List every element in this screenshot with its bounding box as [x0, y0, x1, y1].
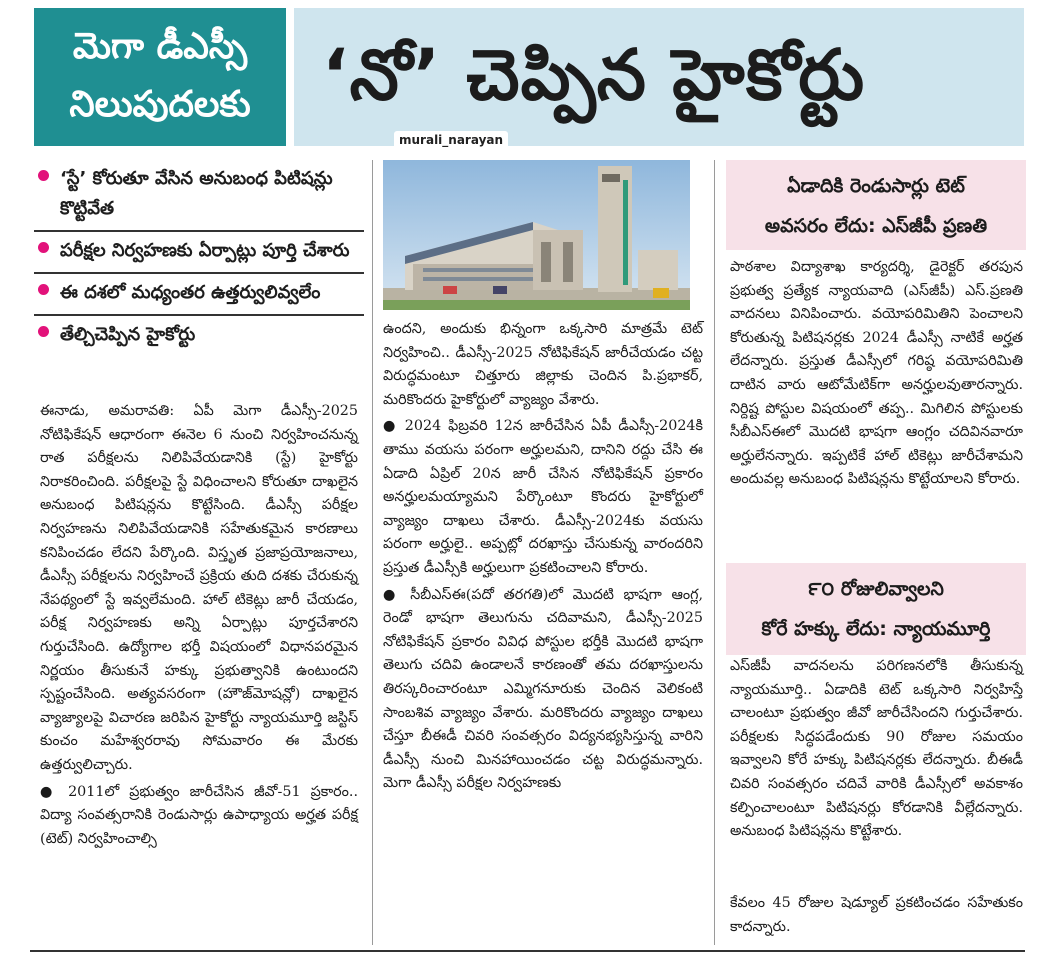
- headline: ‘నో’ చెప్పిన హైకోర్టు: [322, 34, 866, 116]
- sidebar-body-tail: [730, 892, 1023, 942]
- highlight-item: [34, 232, 364, 274]
- bullet-dot-icon: [38, 284, 49, 295]
- high-court-building-photo: [383, 160, 690, 310]
- building-illustration: [383, 160, 690, 310]
- masthead: [0, 0, 1055, 160]
- highlight-text: పరీక్షల నిర్వహణకు ఏర్పాట్లు పూర్తి చేశారు: [60, 240, 350, 261]
- sidebar-body-1: [730, 256, 1023, 495]
- paragraph: ● సీబీఎస్ఈ(పదో తరగతి)లో మొదటి భాషగా ఆంగ్ల, రెండో భాషగా తెలుగును చదివామని, డీఎస్సీ-2025 నోటిఫికేషన్ ప్రకారం వివిధ పోస్టుల భర్తీకి మొదటి భాషగా తెలుగు చదివి ఉండాలనే కారణంతో తమ దరఖాస్తులను తిరస్కరించారంటూ ఎమ్మిగనూరుకు చెందిన వెలికంటి సాంబశివ వ్యాజ్యం వేశారు. మరికొందరు వ్యాజ్యం దాఖలు చేస్తూ బీఈడీ చివరి సంవత్సరం విద్యనభ్యసిస్తున్న వారిని డీఎస్సీ నుంచి మినహాయించడం చట్ట విరుద్ధమన్నారు. మెగా డీఎస్సీ పరీక్షల నిర్వహణకు: [383, 586, 703, 792]
- highlight-item: [34, 274, 364, 316]
- paragraph: ● 2024 ఫిబ్రవరి 12న జారీచేసిన ఏపీ డీఎస్సీ-2024కి తాము వయసు పరంగా అర్హులమని, దానిని రద్దు చేసి ఈ ఏడాది ఏప్రిల్ 20న జారీ చేసిన నోటిఫికేషన్ ప్రకారం అనర్హులమయ్యామని పేర్కొంటూ కొందరు హైకోర్టులో వ్యాజ్యం దాఖలు చేశారు. డీఎస్సీ-2024కు వయసు పరంగా అర్హులై.. అప్పట్లో దరఖాస్తు చేసుకున్న వారందరిని ప్రస్తుత డీఎస్సీకి అర్హులుగా ప్రకటించాలని కోరారు.: [383, 418, 703, 576]
- kicker-box: [34, 8, 286, 146]
- subhead-line: అవసరం లేదు: ఎస్‌జీపీ ప్రణతి: [764, 215, 988, 237]
- kicker-line-2: నిలుపుదలకు: [69, 84, 251, 125]
- paragraph: పాఠశాల విద్యాశాఖ కార్యదర్శి, డైరెక్టర్ తరపున ప్రభుత్వ ప్రత్యేక న్యాయవాది (ఎస్‌జీపీ) ఎస్.ప్రణతి వాదనలు వినిపించారు. వయోపరిమితిని పెంచాలని కోరుతున్న పిటిషనర్లకు 2024 డీఎస్సీ నాటికే అర్హత లేదన్నారు. ప్రస్తుత డీఎస్సీలో గరిష్ఠ వయోపరిమితి దాటిన వారు ఆటోమేటిక్‌గా అనర్హులవుతారన్నారు. నిర్దిష్ట పోస్టుల విషయంలో తప్ప.. మిగిలిన పోస్టులకు సీబీఎస్ఈలో మొదటి భాషగా ఆంగ్లం చదివినవారూ అర్హులేనన్నారు. ఇప్పటికే హాల్ టికెట్లు జారీచేశామని అందువల్ల అనుబంధ పిటిషన్లను కొట్టేయాలని కోరారు.: [730, 259, 1023, 488]
- headline-bar: [294, 8, 1024, 146]
- watermark: murali_narayan: [394, 131, 508, 149]
- article-column-2: [383, 318, 703, 799]
- bullet-dot-icon: [38, 242, 49, 253]
- paragraph: కేవలం 45 రోజుల షెడ్యూల్ ప్రకటించడం సహేతుకం కాదన్నారు.: [730, 895, 1023, 935]
- paragraph: ఎస్‌జీపీ వాదనలను పరిగణనలోకి తీసుకున్న న్యాయమూర్తి.. ఏడాదికి టెట్ ఒక్కసారి నిర్వహిస్తే చాలంటూ ప్రభుత్వం జీవో జారీచేసిందని గుర్తుచేశారు. పరీక్షలకు సిద్ధపడేందుకు 90 రోజుల సమయం ఇవ్వాలని కోరే హక్కు పిటిషనర్లకు లేదన్నారు. బీఈడీ చివరి సంవత్సరం చదివే వారికి డీఎస్సీలో అవకాశం కల్పించాలంటూ పిటిషనర్లు కోరడానికి వీల్లేదన్నారు. అనుబంధ పిటిషన్లను కొట్టేశారు.: [730, 658, 1023, 840]
- sidebar-subhead-2: [726, 563, 1026, 655]
- highlight-item: [34, 316, 364, 356]
- sidebar-subhead-1: [726, 160, 1026, 250]
- highlight-item: [34, 160, 364, 232]
- paragraph: ఈనాడు, అమరావతి: ఏపీ మెగా డీఎస్సీ-2025 నోటిఫికేషన్ ఆధారంగా ఈనెల 6 నుంచి నిర్వహించనున్న రాత పరీక్షలను నిలిపివేయడానికి (స్టే) హైకోర్టు నిరాకరించింది. పరీక్షలపై స్టే విధించాలని కోరుతూ దాఖలైన అనుబంధ పిటిషన్లను కొట్టేసింది. డీఎస్సీ పరీక్షల నిర్వహణను నిలిపివేయడానికి సహేతుకమైన కారణాలు కనిపించడం లేదని పేర్కొంది. విస్తృత ప్రజాప్రయోజనాలు, డీఎస్సీ పరీక్షలను నిర్వహించే ప్రక్రియ తుది దశకు చేరుకున్న నేపథ్యంలో స్టే ఇవ్వలేమంది. హాల్ టికెట్లు జారీ చేయడం, పరీక్ష నిర్వహణకు అన్ని ఏర్పాట్లు పూర్తచేశారని గుర్తుచేసింది. ఉద్యోగాల భర్తీ విషయంలో విధానపరమైన నిర్ణయం తీసుకునే హక్కు ప్రభుత్వానికి ఉంటుందని స్పష్టంచేసింది. అత్యవసరంగా (హౌజ్‌మోషన్లో) దాఖలైన వ్యాజ్యాలపై విచారణ జరిపిన హైకోర్టు న్యాయమూర్తి జస్టిస్ కుంచం మహేశ్వరరావు సోమవారం ఈ మేరకు ఉత్తర్వులిచ్చారు.: [40, 403, 358, 773]
- subhead-line: ఏడాదికి రెండుసార్లు టెట్: [787, 175, 965, 197]
- highlight-text: ఈ దశలో మధ్యంతర ఉత్తర్వులివ్వలేం: [60, 282, 321, 303]
- bullet-dot-icon: [38, 326, 49, 337]
- subhead-line: కోరే హక్కు లేదు: న్యాయమూర్తి: [761, 618, 991, 640]
- paragraph: ఉందని, అందుకు భిన్నంగా ఒక్కసారి మాత్రమే టెట్ నిర్వహించి.. డీఎస్సీ-2025 నోటిఫికేషన్ జారీచేయడం చట్ట విరుద్ధమంటూ చిత్తూరు జిల్లాకు చెందిన పి.ప్రభాకర్, మరికొందరు హైకోర్టులో వ్యాజ్యం వేశారు.: [383, 321, 703, 408]
- column-divider: [372, 160, 373, 945]
- highlights-list: [34, 160, 364, 356]
- highlight-text: తేల్చిచెప్పిన హైకోర్టు: [60, 324, 196, 345]
- article-column-1: [40, 400, 358, 854]
- paragraph: ● 2011లో ప్రభుత్వం జారీచేసిన జీవో-51 ప్రకారం.. విద్యా సంవత్సరానికి రెండుసార్లు ఉపాధ్యాయ అర్హత పరీక్ష (టెట్) నిర్వహించాల్సి: [40, 783, 358, 847]
- highlight-text: ‘స్టే’ కోరుతూ వేసిన అనుబంధ పిటిషన్లు కొట్టివేత: [60, 168, 333, 219]
- subhead-line: ౯౦ రోజులివ్వాలని: [808, 578, 944, 600]
- sidebar-body-2: [730, 655, 1023, 847]
- bullet-dot-icon: [38, 170, 49, 181]
- kicker-line-1: మెగా డీఎస్సీ: [72, 26, 248, 67]
- bottom-rule: [30, 950, 1025, 952]
- column-divider: [714, 160, 715, 945]
